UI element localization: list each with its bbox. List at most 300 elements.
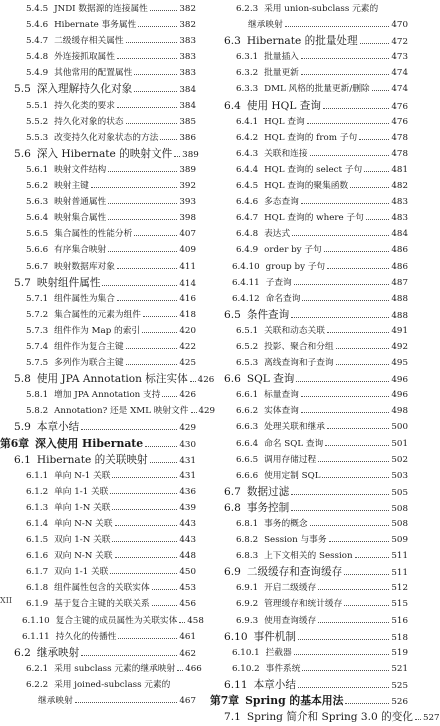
toc-entry-number: 6.4.12 [232,293,260,304]
dot-leader [102,285,177,286]
toc-entry [0,114,196,130]
toc-entry [210,564,408,580]
dot-leader [344,605,389,606]
toc-entry-page: 527 [422,713,440,724]
toc-entry [210,33,408,49]
toc-entry-number: 6.4.10 [232,261,260,272]
toc-entry-number: 5.6.1 [26,164,49,175]
toc-entry-title: 本章小结 [253,678,296,691]
toc-entry-title: 使用 HQL 查询 [246,99,321,112]
dot-leader [81,429,177,430]
dot-leader [112,509,177,510]
toc-entry-title: 映射集合属性 [54,213,107,224]
toc-entry-number: 6.6.1 [236,390,259,401]
dot-leader [322,477,389,478]
toc-entry [0,419,196,435]
toc-entry-page: 472 [391,37,408,48]
toc-entry-number: 6.4.8 [236,229,259,240]
toc-entry-page: 505 [391,487,408,498]
dot-leader [366,219,390,220]
toc-entry-number: 5.5.2 [26,116,49,127]
toc-entry-page: 496 [391,375,408,386]
toc-entry-title: HQL 查询的 where 子句 [264,213,364,224]
toc-entry-title: 标量查询 [264,390,299,401]
dot-leader [150,10,178,11]
toc-entry-page: 486 [391,245,408,256]
toc-entry-page: 476 [391,116,408,127]
toc-entry-page: 503 [391,470,408,481]
toc-entry-page: 443 [179,519,196,529]
toc-entry-title: 本章小结 [36,421,80,434]
dot-leader [327,428,389,429]
toc-entry-page: 385 [179,116,196,127]
toc-entry [210,403,408,419]
toc-entry-page: 426 [179,390,196,401]
toc-entry-number: 5.6.7 [26,261,49,272]
toc-entry-title: 事务的概念 [264,519,308,529]
toc-entry-page: 393 [179,197,196,208]
toc-entry-number: 6.6.4 [236,438,259,449]
toc-entry-title: 双向 1-1 关联 [54,567,109,578]
dot-leader [138,26,177,27]
toc-entry-title: 事件机制 [253,630,296,643]
toc-entry-page: 508 [391,519,408,529]
toc-entry-page: 501 [391,438,408,449]
toc-entry-title: 处理关联和继承 [264,422,325,433]
toc-entry [210,500,408,516]
toc-entry [210,162,408,178]
toc-entry-number: 6.3.2 [236,68,259,79]
toc-entry [210,613,408,629]
toc-entry-number: 6.10.1 [232,647,260,658]
dot-leader [360,43,390,44]
toc-entry [0,645,196,661]
toc-entry [210,146,408,162]
toc-entry-title: 复合主键的成员属性为关联实体 [55,615,178,626]
toc-entry-number: 6.1.10 [22,615,50,626]
toc-entry-number: 5.4.5 [26,4,49,14]
toc-entry-number: 6.4.4 [236,164,259,175]
toc-entry [0,275,196,291]
toc-entry-number: 6.1 [14,453,31,466]
page-folio: XII [0,596,13,605]
toc-entry [0,452,196,468]
toc-entry-number: 6.10.2 [232,663,260,674]
toc-entry-number: 6.7 [224,485,241,498]
toc-entry [210,259,408,275]
toc-entry-number: 第6章 [0,436,30,450]
toc-entry-number: 6.4.5 [236,181,259,192]
toc-entry [210,114,408,130]
dot-leader [126,364,178,365]
toc-entry-title: 组件属性为集合 [54,293,115,304]
dot-leader [110,573,177,574]
toc-entry-title: SQL 查询 [246,373,295,386]
toc-entry [210,226,408,242]
toc-entry [210,17,408,33]
dot-leader [292,235,389,236]
dot-leader [415,719,421,720]
toc-entry-number: 6.1.4 [26,519,49,529]
toc-entry-number: 6.1.6 [26,551,49,562]
toc-column-right [210,1,440,725]
dot-leader [110,493,177,494]
toc-entry-page: 429 [179,423,196,434]
dot-leader [191,412,197,413]
toc-entry [210,49,408,65]
toc-entry-number: 6.9.1 [236,583,259,594]
toc-entry-page: 466 [185,663,202,674]
toc-entry-page: 487 [391,277,408,288]
toc-entry-title: 表达式 [264,229,291,240]
toc-entry-title: 持久化的传播性 [55,631,117,642]
dot-leader [291,317,389,318]
toc-entry-title: group by 子句 [265,261,326,272]
toc-entry [0,242,196,258]
dot-leader [108,251,177,252]
toc-entry-page: 456 [179,599,196,610]
toc-entry-number: 6.1.5 [26,535,49,546]
dot-leader [112,541,177,542]
toc-entry [0,564,196,580]
dot-leader [329,541,390,542]
toc-entry-page: 500 [391,422,408,433]
toc-entry-title: 映射主键 [54,181,89,192]
toc-entry [0,323,196,339]
toc-entry-page: 407 [179,229,196,240]
toc-entry-number: 5.6.5 [26,229,49,240]
dot-leader [174,156,180,157]
toc-entry-title: 二级缓存相关属性 [54,36,124,47]
toc-entry-title: 双向 1-N 关联 [54,535,111,546]
toc-entry-page: 386 [179,132,196,143]
toc-entry-title: Hibernate 的批量处理 [246,35,358,48]
toc-entry [210,65,408,81]
toc-entry [210,484,408,500]
dot-leader [301,74,390,75]
dot-leader [296,381,389,382]
toc-entry-number: 6.4.1 [236,116,259,127]
dot-leader [318,461,389,462]
toc-entry-number: 6.4.2 [236,132,259,143]
toc-entry-title: 集合属性的元素为组件 [54,309,141,320]
toc-entry-page: 389 [182,149,199,160]
toc-entry [210,645,408,661]
toc-entry [0,1,196,17]
toc-entry [210,661,408,677]
toc-entry-page: 431 [179,470,196,481]
dot-leader [108,171,177,172]
toc-entry-page: 383 [179,68,196,79]
toc-entry-page: 429 [198,406,216,417]
dot-leader [81,655,177,656]
toc-entry-title: HQL 查询的 from 子句 [264,132,358,143]
dot-leader [152,589,178,590]
toc-entry-page: 436 [179,486,196,497]
toc-entry-title: Spring 简介和 Spring 3.0 的变化 [246,711,413,724]
toc-entry-number: 5.5.3 [26,132,49,143]
toc-entry-title: 基于复合主键的关联关系 [54,599,150,610]
toc-entry-number: 6.6.6 [236,470,259,481]
toc-entry-number: 5.6.4 [26,213,49,224]
toc-entry [210,242,408,258]
toc-entry [210,194,408,210]
toc-entry-number: 6.1.11 [22,631,50,642]
toc-entry-page: 430 [179,439,196,450]
dot-leader [152,605,178,606]
toc-entry-number: 6.4.7 [236,213,259,224]
toc-entry-title: 上下文相关的 Session [264,551,353,562]
dot-leader [143,316,177,317]
toc-entry-number: 5.7.4 [26,341,49,352]
toc-entry [0,98,196,114]
toc-entry [0,81,196,97]
toc-entry-title: 拦截器 [265,647,292,658]
toc-entry-number: 5.6.3 [26,197,49,208]
toc-entry-number: 6.2.2 [26,679,49,690]
toc-entry-title: 映射数据库对象 [54,261,115,272]
toc-entry-page: 478 [391,148,408,159]
dot-leader [318,622,389,623]
toc-entry-page: 411 [179,261,196,272]
toc-entry-number: 5.7 [14,276,31,289]
toc-entry [210,436,408,452]
toc-entry [0,355,196,371]
toc-entry-page: 488 [391,310,408,321]
dot-leader [177,670,183,671]
toc-entry-page: 383 [179,36,196,47]
toc-entry [0,532,196,548]
toc-entry [210,81,408,97]
dot-leader [301,58,390,59]
dot-leader [325,445,389,446]
dot-leader [301,203,390,204]
toc-entry-number: 6.3.1 [236,52,259,63]
dot-leader [134,235,177,236]
toc-entry-number: 5.6 [14,147,31,160]
toc-entry-number: 6.5 [224,308,241,321]
dot-leader [117,300,177,301]
toc-entry-title: JNDI 数据源的连接属性 [54,4,148,14]
dot-leader [318,589,389,590]
toc-entry-page: 439 [179,502,196,513]
toc-entry-page: 462 [179,648,196,659]
toc-entry [0,516,196,532]
toc-entry-number: 6.8.2 [236,535,259,546]
toc-entry-page: 474 [391,68,408,79]
toc-entry-number: 6.2 [14,646,31,659]
toc-entry [0,661,202,677]
toc-entry-number: 6.4.3 [236,148,259,159]
toc-entry-title: 事件系统 [265,663,301,674]
toc-entry-title: 外连接抓取属性 [54,52,115,63]
toc-entry-title: 双向 N-N 关联 [54,551,113,562]
toc-entry [0,677,196,693]
toc-entry-title: 增加 JPA Annotation 支持 [54,390,161,401]
toc-entry-number: 6.8 [224,501,241,514]
toc-entry-number: 6.10 [224,630,248,643]
toc-entry [0,259,196,275]
toc-entry-title: 离线查询和子查询 [264,358,334,369]
toc-entry-number: 6.8.3 [236,551,259,562]
dot-leader [327,332,389,333]
toc-entry-page: 495 [391,358,408,369]
toc-entry-page: 382 [179,20,196,31]
toc-entry-number: 5.6.6 [26,245,49,256]
toc-entry-number: 6.6.2 [236,406,259,417]
toc-entry-number: 6.1.7 [26,567,49,578]
toc-entry-page: 450 [179,567,196,578]
toc-entry-title: 持久化对象的状态 [54,116,124,127]
toc-entry [0,210,196,226]
toc-entry-title: 条件查询 [246,308,290,321]
dot-leader [323,108,389,109]
dot-leader [112,477,177,478]
toc-entry-page: 496 [391,390,408,401]
toc-entry [0,146,199,162]
toc-entry-page: 409 [179,245,196,256]
toc-entry-title: 映射普通属性 [54,197,107,208]
toc-entry-title: 单向 N-1 关联 [54,470,111,481]
toc-entry [0,596,196,612]
toc-entry [0,468,196,484]
toc-entry [0,162,196,178]
toc-entry [0,291,196,307]
toc-entry-title: 子查询 [265,277,292,288]
toc-entry-title: 继承映射 [36,646,80,659]
toc-entry [0,484,196,500]
toc-entry-number: 6.8.1 [236,519,259,529]
toc-entry [210,452,408,468]
toc-entry-page: 420 [179,325,196,336]
toc-entry-title: 采用 union-subclass 元素的 [264,4,379,14]
toc-entry-number: 6.6.5 [236,454,259,465]
toc-entry-title: order by 子句 [264,245,322,256]
dot-leader [355,557,390,558]
toc-entry-number: 5.8 [14,373,31,386]
toc-entry [210,596,408,612]
toc-entry-title: 其他常用的配置属性 [54,68,133,79]
toc-entry-page: 486 [391,261,408,272]
toc-entry-title: HQL 查询 [264,116,305,127]
toc-entry [0,33,196,49]
toc-entry [210,516,408,532]
toc-entry [210,355,408,371]
toc-entry [0,500,196,516]
dot-leader [301,396,390,397]
toc-entry-title: 集合属性的性能分析 [54,229,133,240]
dot-leader [126,42,178,43]
toc-entry-title: 继承映射 [248,20,283,31]
toc-entry-page: 431 [179,455,196,466]
dot-leader [294,284,390,285]
toc-entry [210,532,408,548]
dot-leader [372,90,390,91]
dot-leader [115,557,178,558]
toc-entry-number: 5.9 [14,421,31,434]
dot-leader [179,622,185,623]
toc-entry-title: 命名 SQL 查询 [264,438,324,449]
dot-leader [285,26,390,27]
toc-entry-title: 深入 Hibernate 的映射文件 [36,147,173,160]
toc-entry-number: 5.4.9 [26,68,49,79]
toc-entry-page: 392 [179,181,196,192]
toc-entry-number: 6.5.3 [236,358,259,369]
dot-leader [336,364,390,365]
toc-entry-page: 515 [391,599,408,610]
toc-entry [0,371,215,387]
dot-leader [310,525,390,526]
toc-entry-page: 508 [391,503,408,514]
toc-entry-number: 5.8.1 [26,390,49,401]
toc-entry-title: 管理缓存和统计缓存 [264,599,343,610]
toc-entry-page: 443 [179,535,196,546]
toc-entry [0,194,196,210]
toc-entry-title: 映射文件结构 [54,164,107,175]
dot-leader [190,381,196,382]
toc-entry-page: 398 [179,213,196,224]
toc-entry-page: 492 [391,341,408,352]
toc-column-left [0,1,216,709]
toc-entry-page: 512 [391,583,408,594]
toc-entry-page: 498 [391,406,408,417]
toc-entry-title: 单向 1-N 关联 [54,502,111,513]
toc-entry-page: 470 [391,20,408,31]
toc-entry-page: 448 [179,551,196,562]
toc-entry [210,371,408,387]
toc-entry-page: 511 [391,551,408,562]
toc-entry-number: 6.4 [224,99,241,112]
toc-entry-page: 482 [391,181,408,192]
dot-leader [307,123,390,124]
toc-entry-number: 7.1 [224,711,241,724]
toc-entry [210,210,408,226]
toc-entry-page: 521 [391,663,408,674]
toc-entry-number: 5.4.6 [26,20,49,31]
toc-entry-page: 425 [179,358,196,369]
toc-entry [210,629,408,645]
toc-entry-page: 518 [391,632,408,643]
toc-entry-number: 6.1.3 [26,502,49,513]
toc-entry-page: 418 [179,309,196,320]
dot-leader [134,74,177,75]
toc-entry-title: 多列作为联合主键 [54,358,124,369]
dot-leader [126,123,178,124]
toc-entry-number: 5.6.2 [26,181,49,192]
dot-leader [75,702,178,703]
toc-entry-page: 476 [391,101,408,112]
toc-entry-number: 6.9.3 [236,615,259,626]
toc-entry [0,49,196,65]
toc-entry-title: Spring 的基本用法 [245,694,344,708]
dot-leader [345,703,389,704]
toc-entry [210,677,408,693]
toc-entry [210,98,408,114]
toc-entry [210,709,440,725]
dot-leader [142,332,177,333]
dot-leader [145,446,177,447]
toc-entry-page: 516 [391,615,408,626]
toc-entry [210,339,408,355]
toc-entry-number: 6.6.3 [236,422,259,433]
toc-entry [0,65,196,81]
toc-entry [210,130,408,146]
toc-entry-title: 持久化类的要求 [54,100,115,111]
toc-entry-page: 509 [391,535,408,546]
dot-leader [291,494,389,495]
dot-leader [108,203,177,204]
dot-leader [134,91,177,92]
